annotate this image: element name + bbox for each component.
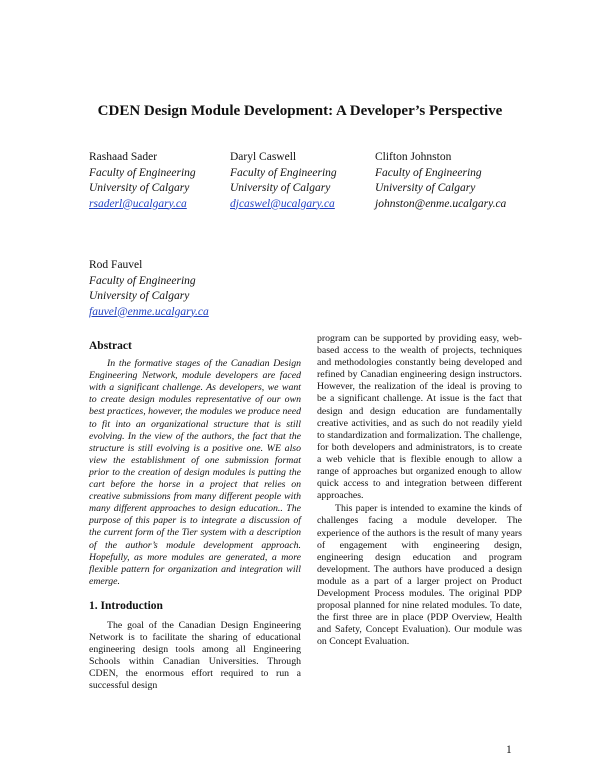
author-block-sader [89, 150, 196, 212]
author-block-caswell [230, 150, 337, 212]
author-name: Rashaad Sader [89, 151, 158, 163]
author-email-link[interactable]: fauvel@enme.ucalgary.ca [89, 305, 209, 318]
author-university: University of Calgary [89, 290, 190, 302]
abstract-heading: Abstract [89, 340, 132, 352]
author-name: Daryl Caswell [230, 151, 297, 163]
author-university: University of Calgary [89, 182, 190, 194]
author-university: University of Calgary [230, 182, 331, 194]
abstract-text: In the formative stages of the Canadian Design Engineering Network, module developers are faced with a significant challenge. As developers, we want to create design modules representative of our own best practices, however, the modules we produce need to fit into an organizational structure that is still evolving. In the view of the authors, the fact that the structure is still evolving is a positive one. WE also view the establishment of one submission format prior to the creation of design modules is putting the cart before the horse in a project that relies on creative submissions from many different people with many different approaches to design education.. The purpose of this paper is to integrate a discussion of the current form of the Tier system with a description of the author’s module development approach. Hopefully, as more modules are generated, a more flexible pattern for organization and integration will emerge. [89, 358, 301, 587]
author-block-fauvel [89, 258, 209, 320]
introduction-paragraph-1-start: The goal of the Canadian Design Engineering Network is to facilitate the sharing of educational engineering design tools among all Engineering Schools within Canadian Universities. Through CDEN, the enormous effort required to run a successful design [89, 619, 301, 692]
author-faculty: Faculty of Engineering [89, 166, 196, 179]
introduction-paragraph-2: This paper is intended to examine the kinds of challenges facing a module developer. The experience of the authors is the result of many years of engagement with engineering design, engineering design education and program development. The authors have produced a design module as a part of a larger project on Product Development Process modules. The original PDP proposal planned for nine related modules. To date, the first three are in place (PDP Overview, Health and Safety, Concept Evaluation). Our module was on Concept Evaluation. [317, 503, 522, 648]
author-faculty: Faculty of Engineering [230, 166, 337, 179]
page-number: 1 [506, 744, 512, 756]
paper-title: CDEN Design Module Development: A Developer’s Perspective [97, 103, 503, 119]
introduction-heading: 1. Introduction [89, 599, 163, 612]
left-column [89, 340, 301, 693]
author-email-link[interactable]: djcaswel@ucalgary.ca [230, 197, 335, 210]
author-email-link[interactable]: rsaderl@ucalgary.ca [89, 197, 187, 210]
right-column [317, 333, 522, 648]
author-faculty: Faculty of Engineering [89, 274, 196, 287]
author-block-johnston [375, 150, 506, 212]
author-faculty: Faculty of Engineering [375, 166, 482, 179]
author-university: University of Calgary [375, 182, 476, 194]
author-name: Clifton Johnston [375, 151, 452, 163]
author-email: johnston@enme.ucalgary.ca [375, 197, 507, 210]
introduction-paragraph-1-end: program can be supported by providing easy, web-based access to the wealth of projects, techniques and methodologies constantly being developed and refined by Canadian engineering design instructors. However, the realization of the ideal is proving to be a significant challenge. At issue is the fact that design and design education are fundamentally creative activities, and as such do not readily yield to standardization and formalization. The challenge, for both developers and administrators, is to create a web vehicle that is flexible enough to allow a range of approaches but organized enough to allow quick access to and integration between different approaches. [317, 333, 522, 502]
author-name: Rod Fauvel [89, 259, 143, 271]
